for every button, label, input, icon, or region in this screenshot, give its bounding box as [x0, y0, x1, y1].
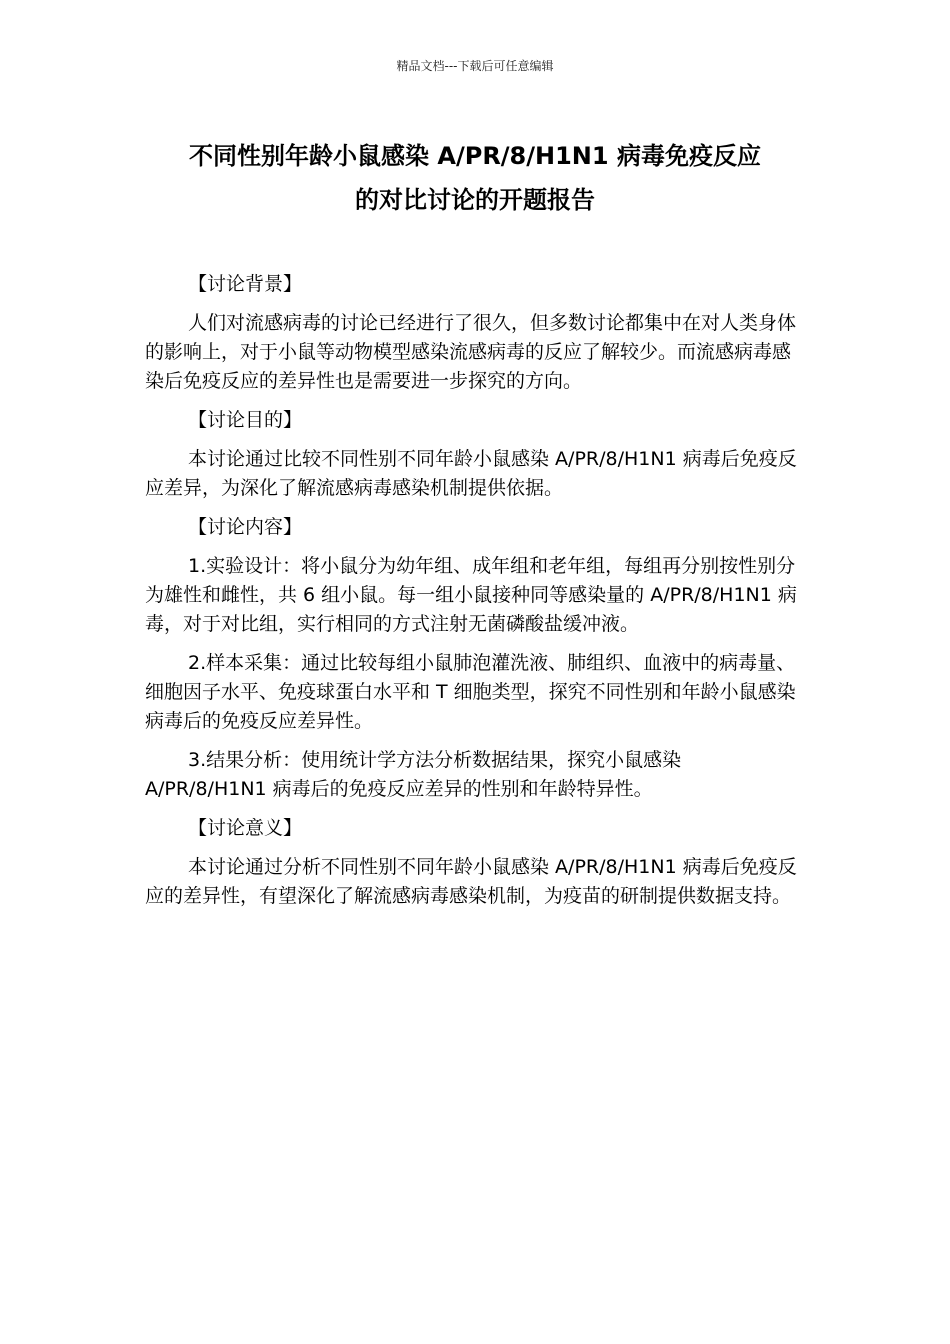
section-background: [145, 270, 805, 396]
paragraph-result-analysis: 3.结果分析：使用统计学方法分析数据结果，探究小鼠感染 A/PR/8/H1N1 病毒后的免疫反应差异的性别和年龄特异性。: [145, 749, 682, 800]
paragraph: 本讨论通过分析不同性别不同年龄小鼠感染 A/PR/8/H1N1 病毒后免疫反应的差异性，有望深化了解流感病毒感染机制，为疫苗的研制提供数据支持。: [145, 856, 797, 907]
section-purpose: [145, 406, 805, 503]
document-title: [100, 134, 850, 222]
document-body: [145, 270, 805, 921]
paragraph: 人们对流感病毒的讨论已经进行了很久，但多数讨论都集中在对人类身体的影响上，对于小鼠等动物模型感染流感病毒的反应了解较少。而流感病毒感染后免疫反应的差异性也是需要进一步探究的方向。: [145, 312, 797, 392]
section-heading: 【讨论目的】: [188, 409, 303, 431]
section-heading: 【讨论背景】: [188, 273, 303, 295]
paragraph-sample-collection: 2.样本采集：通过比较每组小鼠肺泡灌洗液、肺组织、血液中的病毒量、细胞因子水平、免疫球蛋白水平和 T 细胞类型，探究不同性别和年龄小鼠感染病毒后的免疫反应差异性。: [145, 652, 796, 732]
section-heading: 【讨论内容】: [188, 516, 303, 538]
header-note: 精品文档---下载后可任意编辑: [396, 59, 554, 73]
section-content: [145, 513, 805, 804]
section-significance: [145, 814, 805, 911]
title-line-2: 的对比讨论的开题报告: [355, 186, 595, 214]
section-heading: 【讨论意义】: [188, 817, 303, 839]
title-line-1: 不同性别年龄小鼠感染 A/PR/8/H1N1 病毒免疫反应: [189, 142, 761, 170]
paragraph-experiment-design: 1.实验设计：将小鼠分为幼年组、成年组和老年组，每组再分别按性别分为雄性和雌性，共 6 组小鼠。每一组小鼠接种同等感染量的 A/PR/8/H1N1 病毒，对于对比组，实行相同的方式注射无菌磷酸盐缓冲液。: [145, 555, 797, 635]
paragraph: 本讨论通过比较不同性别不同年龄小鼠感染 A/PR/8/H1N1 病毒后免疫反应差异，为深化了解流感病毒感染机制提供依据。: [145, 448, 797, 499]
